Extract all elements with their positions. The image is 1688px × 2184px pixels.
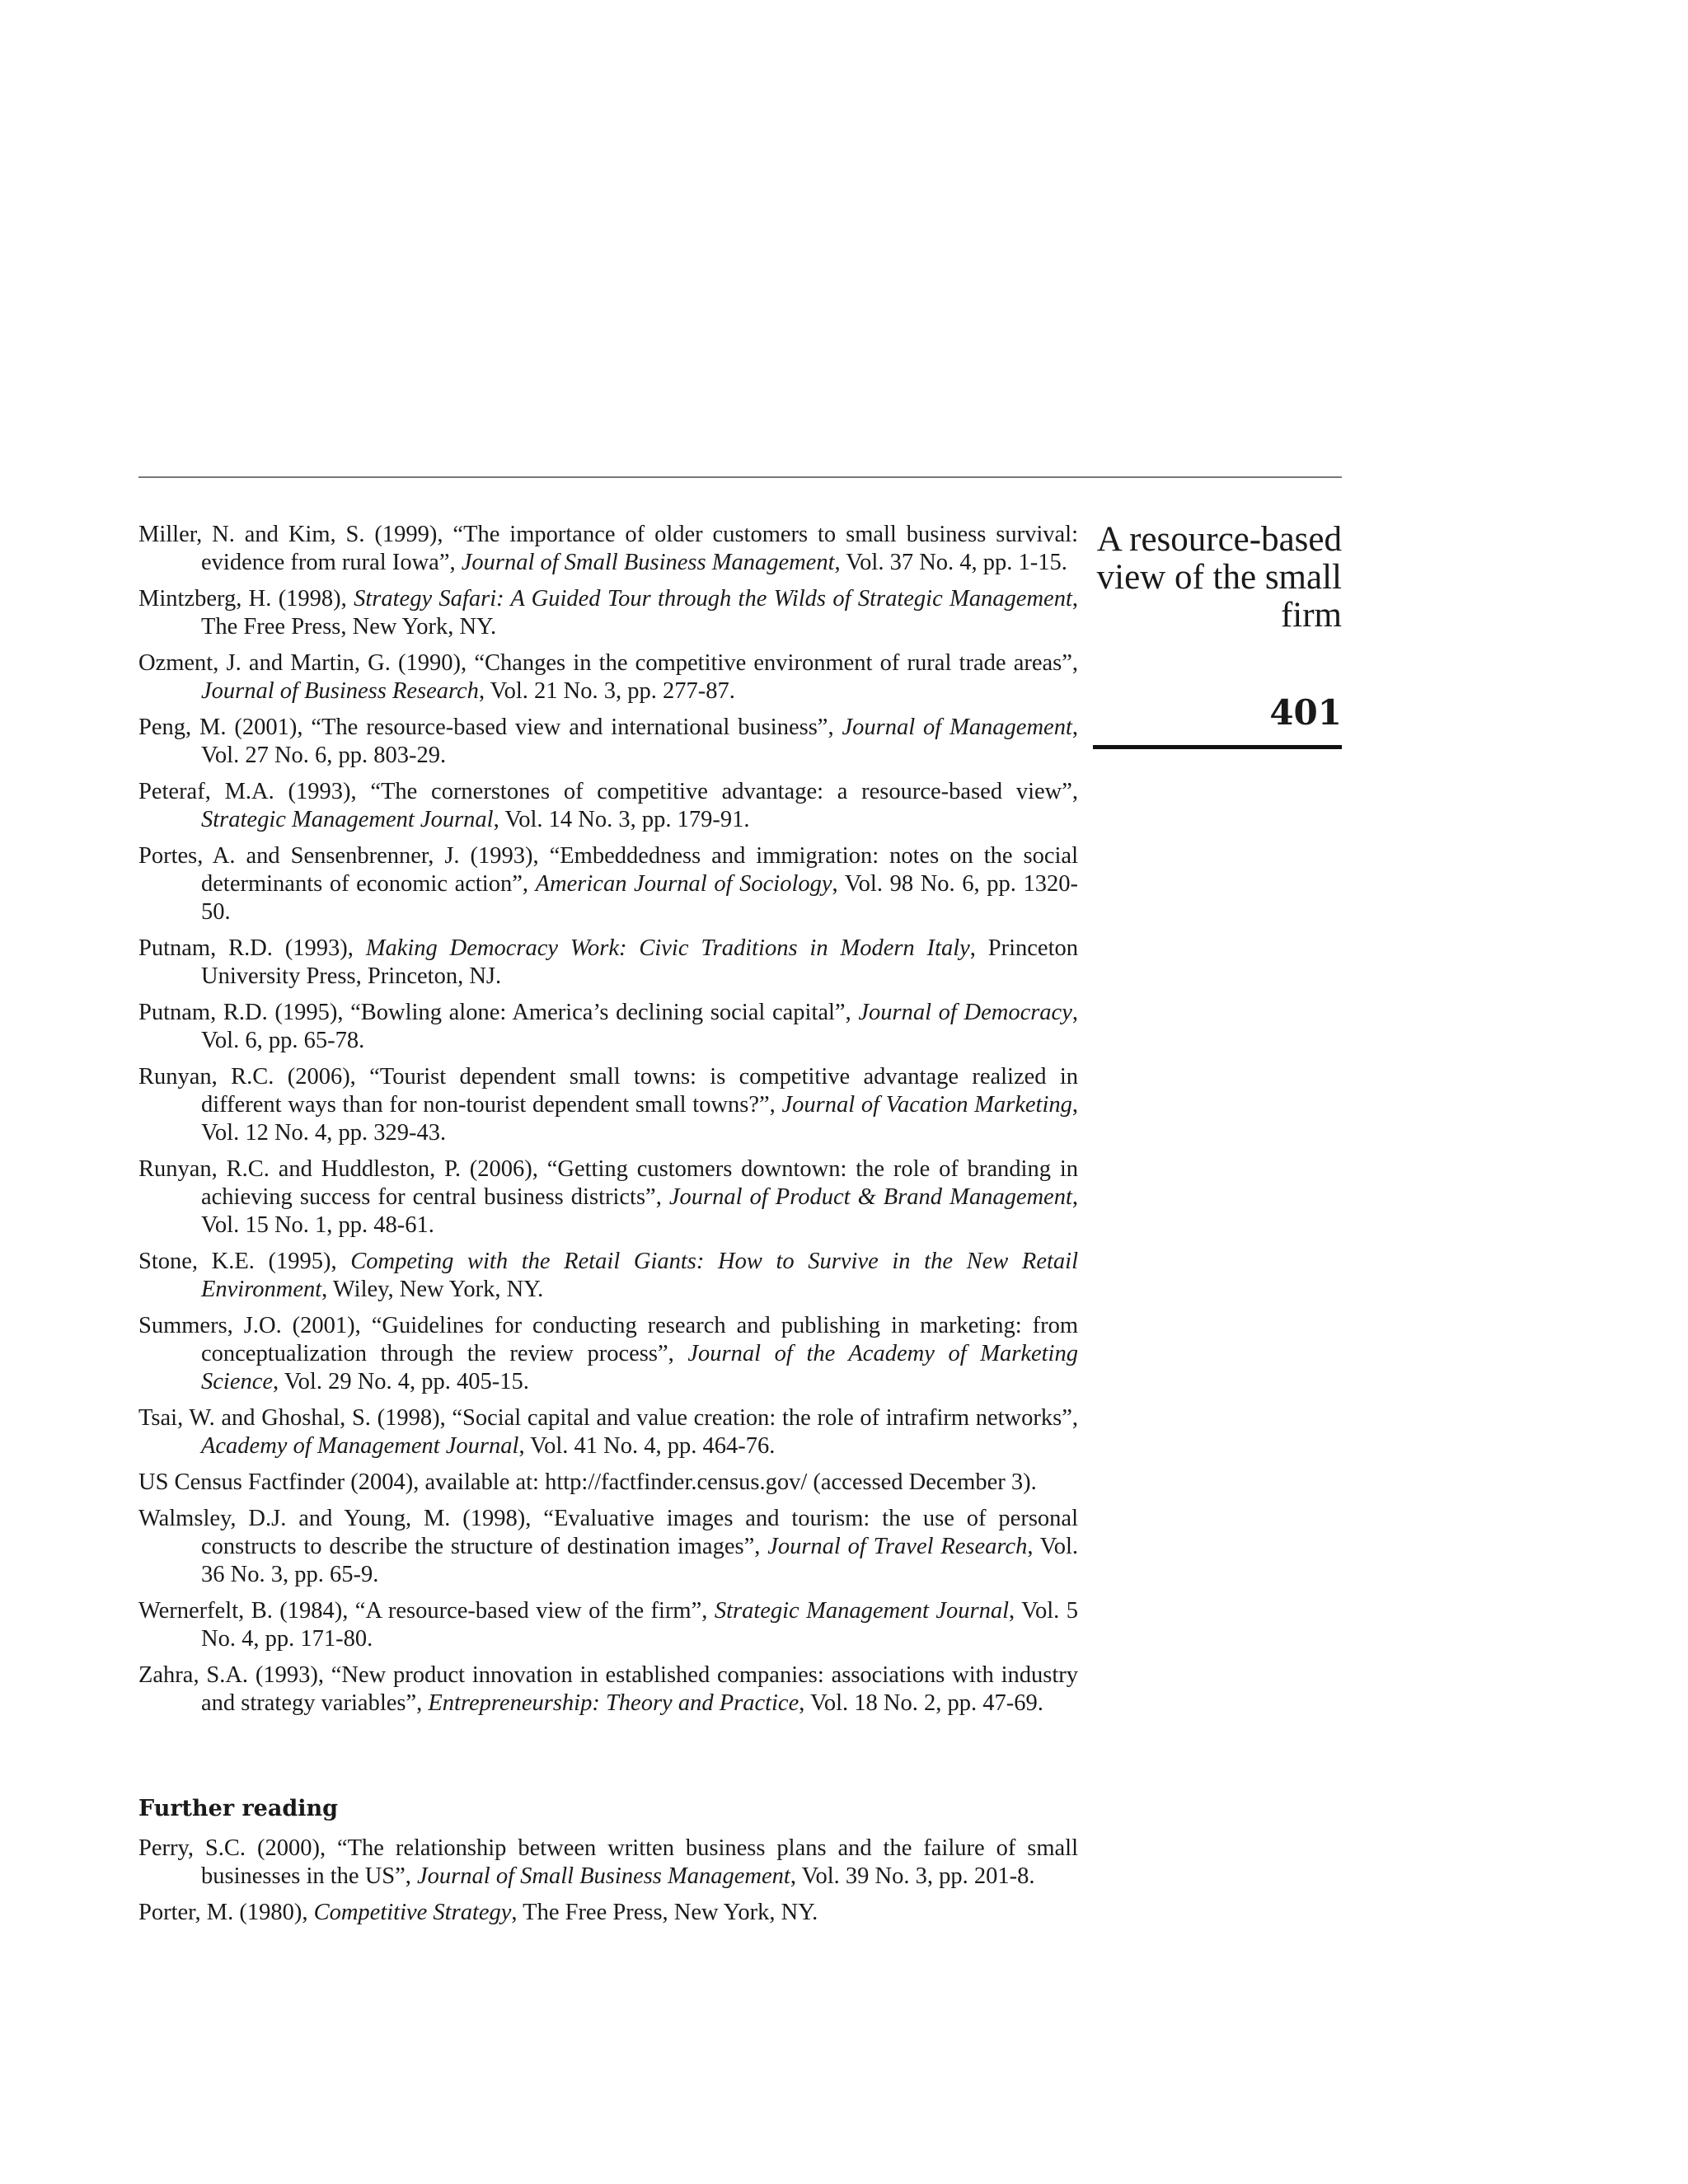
reference-source-title: Journal of the Academy of Marketing Science bbox=[201, 1341, 1078, 1394]
reference-source-title: Academy of Management Journal bbox=[201, 1433, 519, 1459]
reference-source-title: Strategic Management Journal bbox=[714, 1598, 1010, 1624]
further-reading-heading: Further reading bbox=[138, 1796, 338, 1821]
reference-source-title: Competing with the Retail Giants: How to Survive in the New Retail Environment bbox=[201, 1249, 1078, 1302]
reference-details: , Vol. 36 No. 3, pp. 65-9. bbox=[201, 1534, 1078, 1587]
reference-details: , Vol. 37 No. 4, pp. 1-15. bbox=[834, 550, 1067, 575]
reference-source-title: Strategic Management Journal bbox=[201, 807, 494, 832]
reference-entry bbox=[138, 842, 1078, 926]
reference-text: US Census Factfinder (2004), available at: http://factfinder.census.gov/ (accessed December 3). bbox=[138, 1469, 1037, 1495]
reference-source-title: Journal of Product & Brand Management bbox=[668, 1184, 1072, 1210]
reference-entry bbox=[138, 1505, 1078, 1589]
reference-source-title: Journal of Travel Research bbox=[767, 1534, 1028, 1559]
reference-source-title: Journal of Business Research bbox=[201, 678, 479, 704]
reference-entry bbox=[138, 1063, 1078, 1147]
reference-source-title: Entrepreneurship: Theory and Practice bbox=[428, 1690, 799, 1716]
reference-entry bbox=[138, 521, 1078, 577]
reference-text: Peteraf, M.A. (1993), “The cornerstones of competitive advantage: a resource-based view”, bbox=[138, 779, 1078, 804]
reference-entry bbox=[138, 1312, 1078, 1396]
reference-source-title: Journal of Vacation Marketing bbox=[781, 1092, 1072, 1118]
reference-entry bbox=[138, 1899, 1078, 1927]
reference-source-title: Journal of Management bbox=[842, 715, 1072, 740]
reference-details: , Vol. 18 No. 2, pp. 47-69. bbox=[799, 1690, 1043, 1716]
reference-entry bbox=[138, 1404, 1078, 1460]
reference-source-title: Journal of Small Business Management bbox=[461, 550, 835, 575]
reference-text: Summers, J.O. (2001), “Guidelines for conducting research and publishing in marketing: from conceptualization through the review process”, bbox=[138, 1313, 1078, 1366]
page-number: 401 bbox=[1269, 692, 1342, 733]
reference-source-title: Making Democracy Work: Civic Traditions in Modern Italy bbox=[365, 935, 970, 961]
reference-details: , Princeton University Press, Princeton, NJ. bbox=[201, 935, 1078, 989]
reference-details: , Vol. 6, pp. 65-78. bbox=[201, 1000, 1078, 1053]
reference-details: , Vol. 12 No. 4, pp. 329-43. bbox=[201, 1092, 1078, 1146]
running-head: A resource-based view of the small firm bbox=[1096, 520, 1342, 635]
reference-details: , Vol. 39 No. 3, pp. 201-8. bbox=[790, 1863, 1035, 1889]
reference-source-title: American Journal of Sociology bbox=[535, 871, 832, 897]
reference-details: , Vol. 5 No. 4, pp. 171-80. bbox=[201, 1598, 1078, 1652]
reference-text: Wernerfelt, B. (1984), “A resource-based view of the firm”, bbox=[138, 1598, 715, 1624]
reference-entry bbox=[138, 1661, 1078, 1718]
reference-source-title: Journal of Small Business Management bbox=[417, 1863, 790, 1889]
reference-details: , The Free Press, New York, NY. bbox=[511, 1900, 818, 1925]
reference-entry bbox=[138, 1248, 1078, 1304]
further-reading-list bbox=[138, 1835, 1078, 1927]
reference-details: , The Free Press, New York, NY. bbox=[201, 586, 1078, 640]
reference-text: Putnam, R.D. (1993), bbox=[138, 935, 366, 961]
reference-entry bbox=[138, 585, 1078, 641]
reference-entry bbox=[138, 1597, 1078, 1653]
reference-details: , Vol. 29 No. 4, pp. 405-15. bbox=[273, 1369, 529, 1394]
reference-text: Porter, M. (1980), bbox=[138, 1900, 314, 1925]
reference-entry bbox=[138, 999, 1078, 1055]
reference-text: Miller, N. and Kim, S. (1999), “The importance of older customers to small business survival: evidence from rural Iowa”, bbox=[138, 522, 1078, 575]
reference-entry bbox=[138, 935, 1078, 991]
reference-entry bbox=[138, 714, 1078, 770]
reference-entry bbox=[138, 649, 1078, 705]
reference-details: , Vol. 14 No. 3, pp. 179-91. bbox=[493, 807, 750, 832]
reference-entry bbox=[138, 1469, 1078, 1497]
reference-text: Peng, M. (2001), “The resource-based view and international business”, bbox=[138, 715, 842, 740]
reference-text: Walmsley, D.J. and Young, M. (1998), “Evaluative images and tourism: the use of personal constructs to describe the structure of destination images”, bbox=[138, 1506, 1078, 1559]
reference-text: Portes, A. and Sensenbrenner, J. (1993), “Embeddedness and immigration: notes on the social determinants of economic action”, bbox=[138, 843, 1078, 897]
reference-entry bbox=[138, 1835, 1078, 1891]
page-number-rule bbox=[1093, 745, 1342, 749]
reference-text: Tsai, W. and Ghoshal, S. (1998), “Social capital and value creation: the role of intrafirm networks”, bbox=[138, 1405, 1078, 1431]
reference-list bbox=[138, 521, 1078, 1718]
reference-details: , Vol. 27 No. 6, pp. 803-29. bbox=[201, 715, 1078, 768]
references-column bbox=[138, 521, 1078, 1935]
reference-text: Zahra, S.A. (1993), “New product innovation in established companies: associations with industry and strategy variables”, bbox=[138, 1662, 1078, 1716]
reference-text: Runyan, R.C. and Huddleston, P. (2006), “Getting customers downtown: the role of branding in achieving success for central business districts”, bbox=[138, 1156, 1078, 1210]
reference-source-title: Strategy Safari: A Guided Tour through the Wilds of Strategic Management bbox=[354, 586, 1072, 612]
reference-details: , Vol. 21 No. 3, pp. 277-87. bbox=[478, 678, 735, 704]
reference-text: Mintzberg, H. (1998), bbox=[138, 586, 354, 612]
reference-entry bbox=[138, 778, 1078, 834]
reference-details: , Vol. 98 No. 6, pp. 1320-50. bbox=[201, 871, 1079, 925]
reference-text: Runyan, R.C. (2006), “Tourist dependent small towns: is competitive advantage realized in different ways than for non-tourist dependent small towns?”, bbox=[138, 1064, 1078, 1118]
reference-details: , Vol. 15 No. 1, pp. 48-61. bbox=[201, 1184, 1078, 1238]
reference-text: Ozment, J. and Martin, G. (1990), “Changes in the competitive environment of rural trade areas”, bbox=[138, 650, 1078, 676]
reference-details: , Wiley, New York, NY. bbox=[321, 1277, 544, 1302]
reference-text: Putnam, R.D. (1995), “Bowling alone: America’s declining social capital”, bbox=[138, 1000, 859, 1025]
header-rule bbox=[138, 476, 1342, 478]
reference-source-title: Competitive Strategy bbox=[313, 1900, 512, 1925]
reference-details: , Vol. 41 No. 4, pp. 464-76. bbox=[518, 1433, 776, 1459]
reference-source-title: Journal of Democracy bbox=[858, 1000, 1072, 1025]
reference-entry bbox=[138, 1155, 1078, 1240]
reference-text: Stone, K.E. (1995), bbox=[138, 1249, 351, 1274]
reference-text: Perry, S.C. (2000), “The relationship between written business plans and the failure of small businesses in the US”, bbox=[138, 1835, 1078, 1889]
